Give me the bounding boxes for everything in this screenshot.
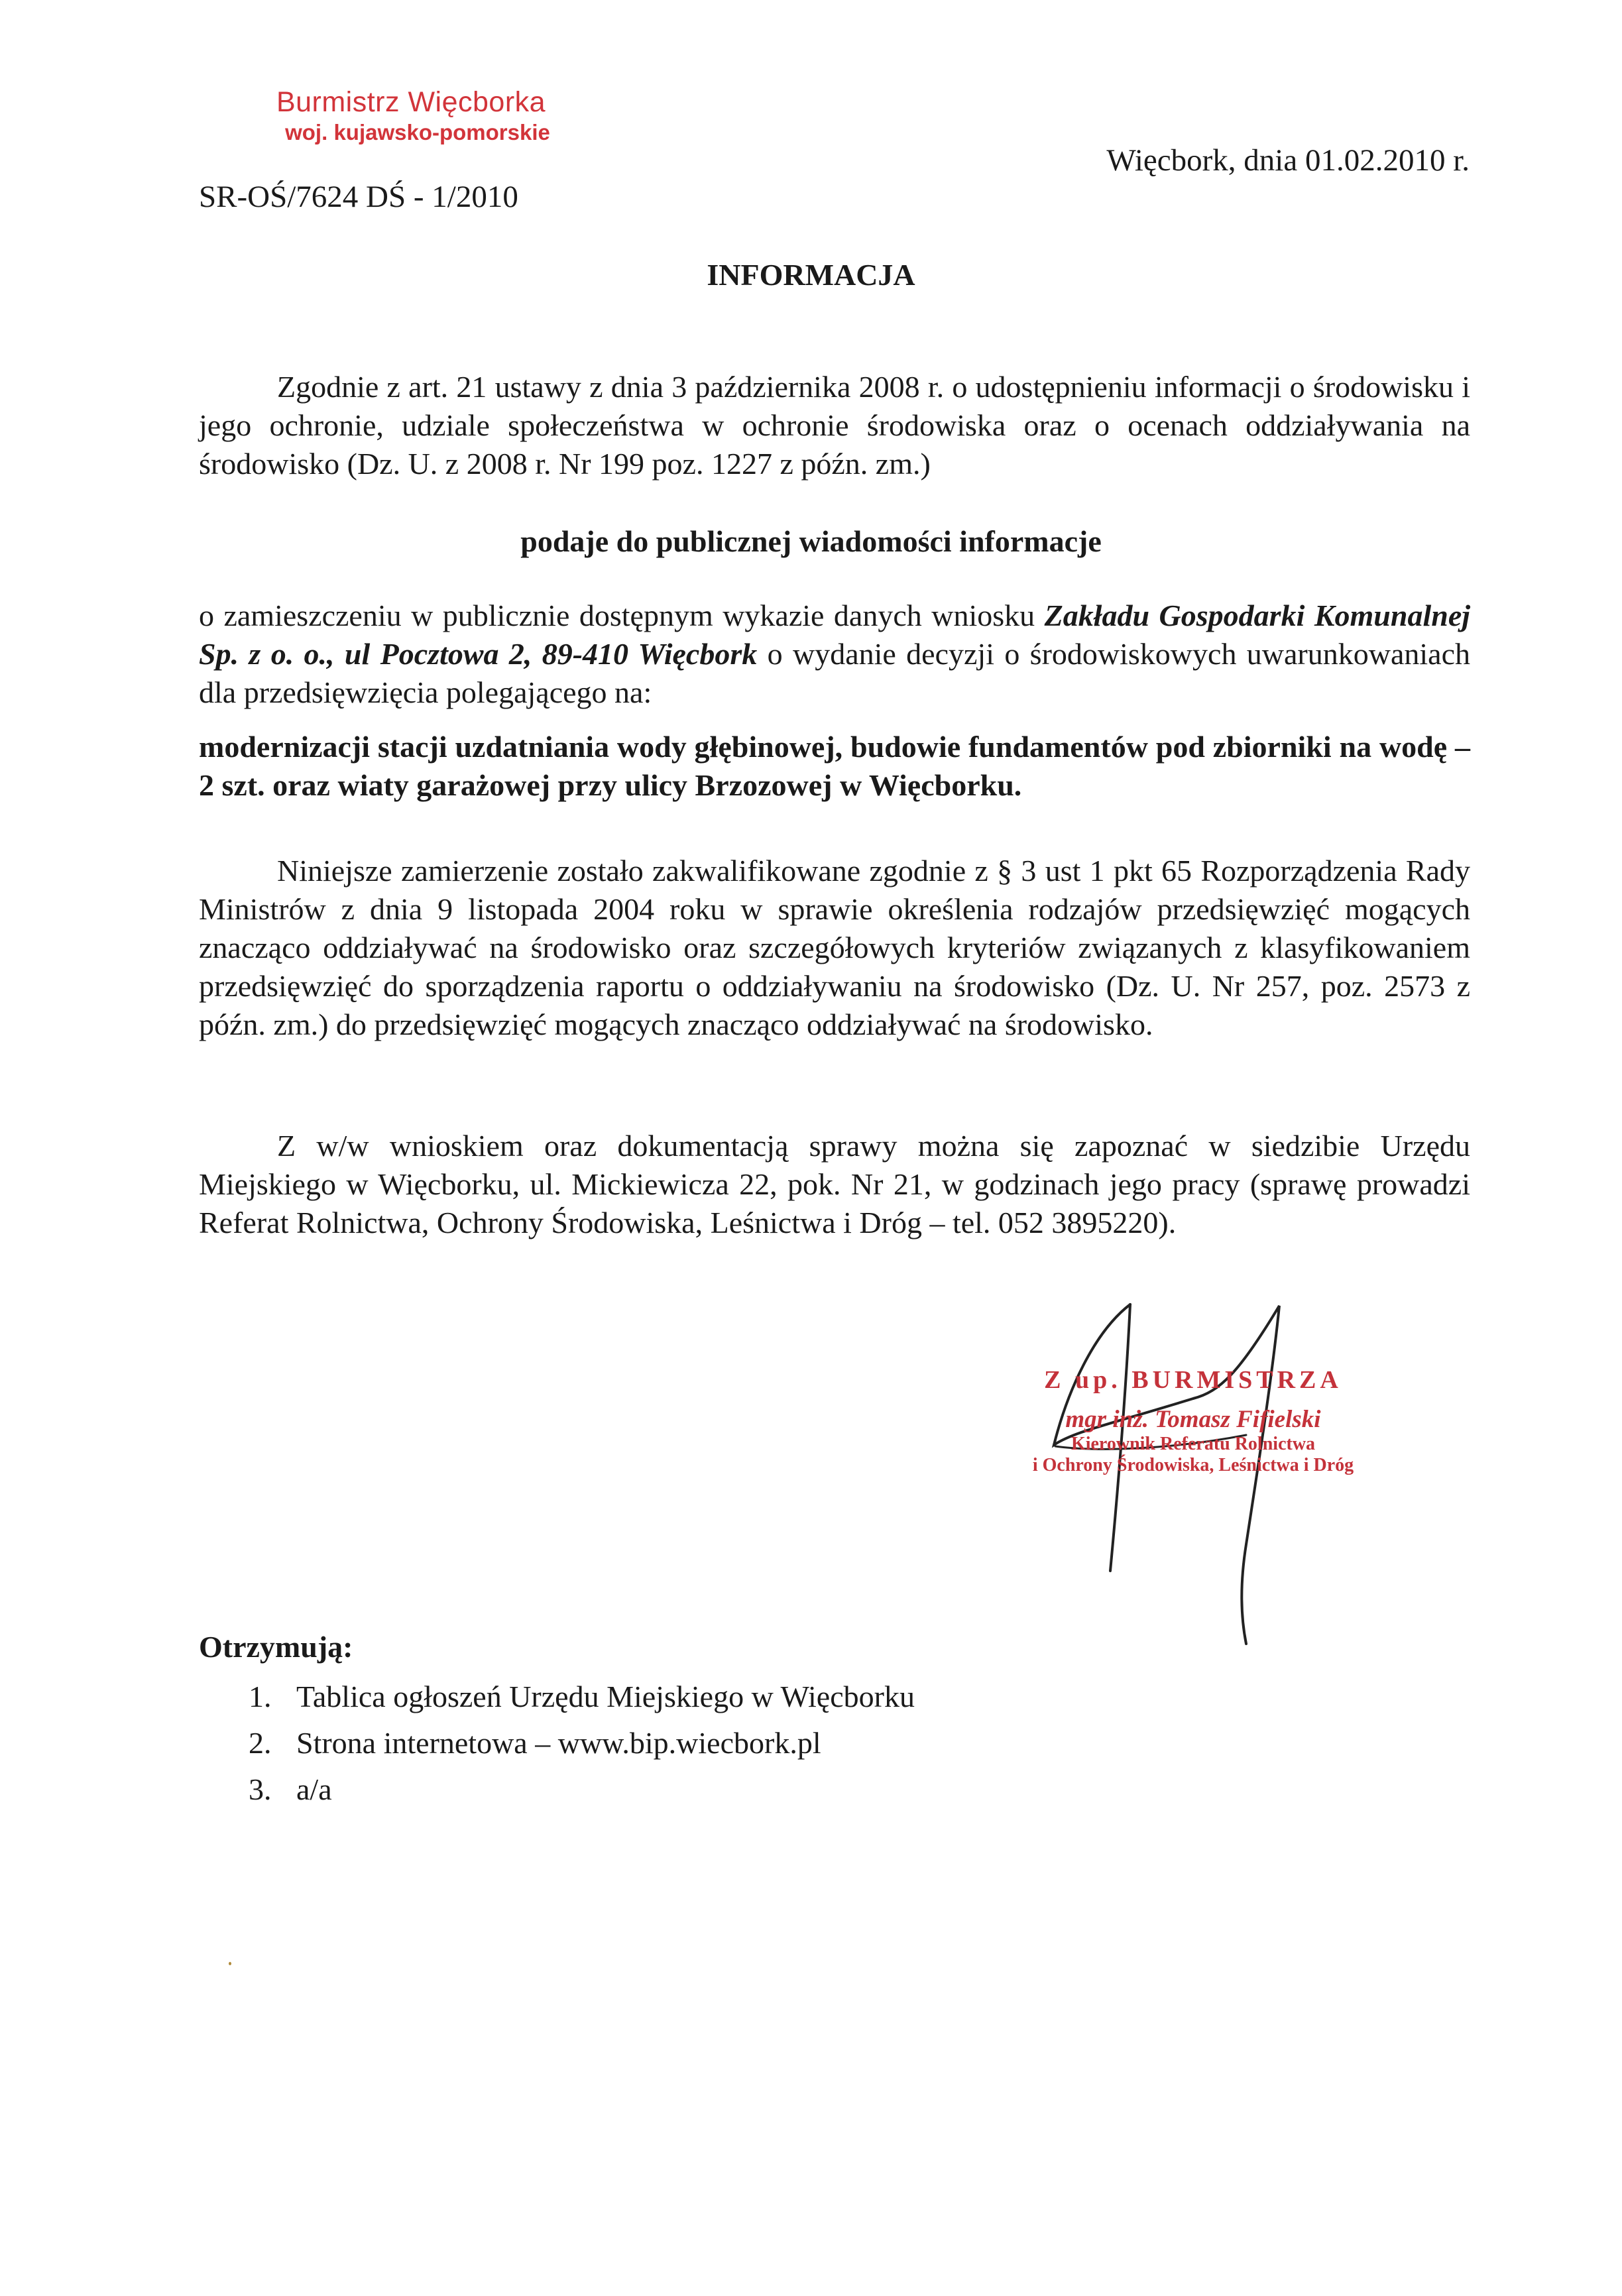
contact-paragraph: Z w/w wnioskiem oraz dokumentacją sprawy można się zapoznać w siedzibie Urzędu Miejskiego w Więcborku, ul. Mickiewicza 22, pok. Nr 21, w godzinach jego pracy (sprawę prowadzi Referat Rolnictwa, Ochrony Środowiska, Leśnictwa i Dróg – tel. 052 3895220).: [199, 1129, 1470, 1239]
authority-stamp-title: Burmistrz Więcborka: [276, 86, 546, 118]
authority-stamp-subtitle: woj. kujawsko-pomorskie: [285, 120, 550, 144]
scan-speck: [229, 1962, 231, 1965]
list-item-number: 1.: [249, 1680, 272, 1713]
recipients-list: [249, 1674, 915, 1813]
recipients-heading: Otrzymują:: [199, 1630, 353, 1664]
announcement-line: podaje do publicznej wiadomości informacje: [520, 524, 1102, 558]
application-prefix: o zamieszczeniu w publicznie dostępnym wykazie danych wniosku: [199, 599, 1035, 632]
list-item: [249, 1720, 915, 1766]
list-item-number: 3.: [249, 1772, 272, 1806]
signature-stamp-title: Z up. BURMISTRZA: [1044, 1366, 1342, 1394]
application-paragraph: [199, 597, 1470, 712]
list-item-text: Tablica ogłoszeń Urzędu Miejskiego w Więcborku: [296, 1680, 915, 1713]
qualification-paragraph: Niniejsze zamierzenie zostało zakwalifikowane zgodnie z § 3 ust 1 pkt 65 Rozporządzenia Rady Ministrów z dnia 9 listopada 2004 roku w sprawie określenia rodzajów przedsięwzięć mogących znacząco oddziaływać na środowisko oraz szczegółowych kryteriów związanych z klasyfikowaniem przedsięwzięć do sporządzenia raportu o oddziaływaniu na środowisko (Dz. U. Nr 257, poz. 2573 z późn. zm.) do przedsięwzięć mogących znacząco oddziaływać na środowisko.: [199, 854, 1470, 1041]
document-title: INFORMACJA: [707, 258, 915, 292]
handwritten-signature: [994, 1292, 1339, 1664]
applicant-name: Zakładu Gospodarki Komunalnej Sp. z o. o., ul Pocztowa 2, 89-410 Więcbork: [199, 599, 1471, 671]
project-description: modernizacji stacji uzdatniania wody głębinowej, budowie fundamentów pod zbiorniki na wodę – 2 szt. oraz wiaty garażowej przy ulicy Brzozowej w Więcborku.: [199, 730, 1470, 802]
list-item-text: Strona internetowa – www.bip.wiecbork.pl: [296, 1726, 821, 1760]
signatory-position-line2: i Ochrony Środowiska, Leśnictwa i Dróg: [1032, 1455, 1354, 1475]
list-item-number: 2.: [249, 1726, 272, 1760]
signatory-name: mgr inż. Tomasz Fifielski: [1065, 1406, 1321, 1433]
intro-paragraph: Zgodnie z art. 21 ustawy z dnia 3 października 2008 r. o udostępnieniu informacji o środowisku i jego ochronie, udziale społeczeństwa w ochronie środowiska oraz o ocenach oddziaływania na środowisko (Dz. U. z 2008 r. Nr 199 poz. 1227 z późn. zm.): [199, 370, 1470, 481]
authority-stamp: [239, 85, 583, 146]
place-date: Więcbork, dnia 01.02.2010 r.: [1106, 143, 1470, 178]
reference-number: SR-OŚ/7624 DŚ - 1/2010: [199, 180, 518, 214]
signatory-position-line1: Kierownik Referatu Rolnictwa: [1071, 1434, 1316, 1454]
application-suffix: o wydanie decyzji o środowiskowych uwarunkowaniach dla przedsięwzięcia polegającego na:: [199, 637, 1471, 709]
signature-stamp: [994, 1365, 1392, 1476]
list-item: [249, 1766, 915, 1813]
list-item: [249, 1674, 915, 1720]
list-item-text: a/a: [296, 1772, 332, 1806]
